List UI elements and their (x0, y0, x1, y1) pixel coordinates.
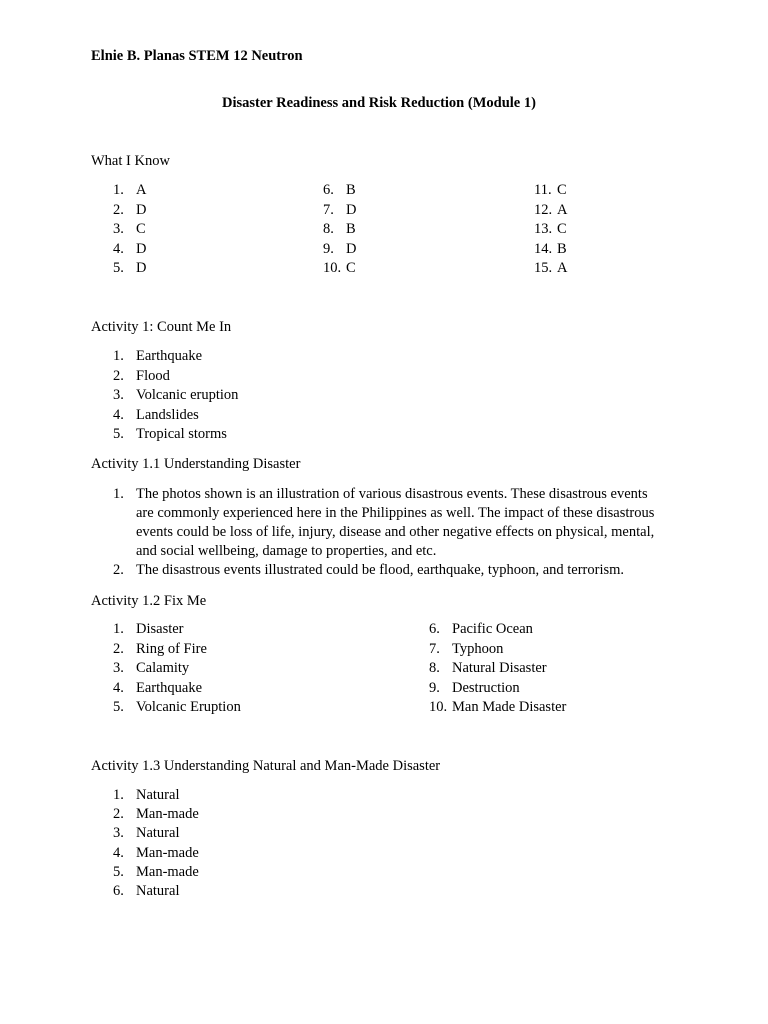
list-text: Natural Disaster (452, 660, 547, 676)
list-text: Tropical storms (136, 426, 227, 442)
list-number: 4. (113, 679, 124, 696)
list-number: 2. (113, 367, 124, 384)
list-text: Man-made (136, 806, 199, 823)
list-number: 8. (323, 221, 334, 237)
list-text: Natural (136, 787, 180, 803)
list-number: 14. (534, 240, 553, 257)
list-number: 10. (429, 699, 448, 715)
list-text: Ring of Fire (136, 640, 207, 657)
list-number: 5. (113, 699, 124, 715)
list-text: Man-made (136, 863, 199, 880)
activity1-1-heading: Activity 1.1 Understanding Disaster (91, 456, 301, 472)
list-text: B (346, 221, 356, 237)
author-line: Elnie B. Planas STEM 12 Neutron (91, 48, 303, 64)
list-item (534, 181, 567, 200)
list-item (113, 620, 184, 639)
list-item (113, 220, 146, 239)
list-number: 5. (113, 426, 124, 442)
list-item (534, 201, 567, 220)
list-item (323, 259, 356, 278)
list-text: C (136, 221, 146, 237)
document-title: Disaster Readiness and Risk Reduction (Module 1) (222, 95, 536, 111)
list-item (113, 386, 238, 405)
list-number: 4. (113, 844, 124, 861)
list-number: 12. (534, 201, 553, 218)
list-number: 7. (429, 640, 440, 657)
list-number: 2. (113, 806, 124, 823)
list-item (429, 698, 566, 717)
list-text: A (136, 182, 147, 198)
paragraph-line: are commonly experienced here in the Philippines as well. The impact of these disastrous (136, 505, 655, 521)
list-number: 5. (113, 260, 124, 276)
list-item (429, 620, 533, 639)
list-text: A (557, 260, 568, 276)
list-text: D (346, 201, 357, 218)
list-number: 2. (113, 640, 124, 657)
list-text: D (136, 240, 147, 257)
list-number: 1. (113, 486, 124, 502)
list-item (113, 882, 179, 901)
list-text: Calamity (136, 660, 190, 676)
list-number: 3. (113, 660, 124, 676)
paragraph-line: and social wellbeing, damage to properties, and etc. (136, 543, 437, 559)
list-item (323, 240, 356, 259)
list-number: 6. (323, 182, 334, 198)
list-text: Volcanic Eruption (136, 699, 241, 715)
list-text: D (346, 240, 357, 257)
list-item (323, 201, 356, 220)
list-item (113, 679, 202, 698)
list-item (429, 640, 503, 659)
list-number: 9. (429, 679, 440, 696)
list-item (113, 367, 170, 386)
list-item (534, 259, 567, 278)
list-item (323, 220, 356, 239)
list-item (113, 824, 179, 843)
list-text: C (557, 221, 567, 237)
list-text: B (557, 240, 567, 257)
list-item (113, 181, 146, 200)
list-item (429, 659, 547, 678)
list-item (429, 679, 520, 698)
list-text: C (557, 182, 567, 198)
list-number: 3. (113, 221, 124, 237)
list-item (534, 240, 567, 259)
list-text: Flood (136, 367, 170, 384)
list-number: 11. (534, 182, 552, 198)
list-text: Volcanic eruption (136, 387, 239, 403)
list-item (113, 844, 199, 863)
list-number: 6. (113, 883, 124, 899)
list-item (113, 240, 146, 259)
paragraph-line: events could be loss of life, injury, disease and other negative effects on physical, mental, (136, 524, 655, 540)
list-number: 10. (323, 260, 342, 276)
list-text: Destruction (452, 679, 520, 696)
list-item (113, 863, 199, 882)
list-number: 15. (534, 260, 553, 276)
list-number: 1. (113, 182, 124, 198)
paragraph-line: The photos shown is an illustration of various disastrous events. These disastrous events (136, 486, 648, 502)
list-text: C (346, 260, 356, 276)
list-number: 1. (113, 348, 124, 364)
list-item (113, 805, 199, 824)
list-text: Pacific Ocean (452, 621, 533, 637)
list-item (113, 698, 241, 717)
list-text: Man Made Disaster (452, 699, 567, 715)
list-number: 4. (113, 240, 124, 257)
list-item (534, 220, 567, 239)
activity1-heading: Activity 1: Count Me In (91, 319, 232, 335)
list-number: 9. (323, 240, 334, 257)
list-number: 2. (113, 562, 124, 578)
list-item (113, 640, 207, 659)
list-number: 2. (113, 201, 124, 218)
list-text: B (346, 182, 356, 198)
list-item (113, 425, 227, 444)
activity1-2-heading: Activity 1.2 Fix Me (91, 593, 207, 609)
what-i-know-heading: What I Know (91, 153, 170, 169)
list-text: Landslides (136, 406, 199, 423)
list-item (113, 786, 179, 805)
list-number: 3. (113, 825, 124, 842)
list-item (113, 406, 199, 425)
list-number: 3. (113, 387, 124, 403)
paragraph-line: The disastrous events illustrated could be flood, earthquake, typhoon, and terrorism. (136, 562, 625, 578)
list-number: 1. (113, 787, 124, 803)
list-number: 7. (323, 201, 334, 218)
list-item (323, 181, 356, 200)
list-number: 4. (113, 406, 124, 423)
list-text: D (136, 260, 147, 276)
list-text: Earthquake (136, 679, 203, 696)
list-text: Man-made (136, 844, 199, 861)
list-text: Typhoon (452, 640, 504, 657)
list-number: 6. (429, 621, 440, 637)
list-text: Natural (136, 825, 180, 842)
list-number: 5. (113, 863, 124, 880)
list-number: 1. (113, 621, 124, 637)
list-text: Earthquake (136, 348, 203, 364)
list-text: A (557, 201, 568, 218)
list-item (113, 201, 146, 220)
list-item (113, 347, 202, 366)
list-text: Natural (136, 883, 180, 899)
list-text: D (136, 201, 147, 218)
list-item (113, 259, 146, 278)
list-number: 8. (429, 660, 440, 676)
list-number: 13. (534, 221, 553, 237)
list-text: Disaster (136, 621, 184, 637)
list-item (113, 659, 189, 678)
activity1-3-heading: Activity 1.3 Understanding Natural and Man-Made Disaster (91, 758, 441, 774)
